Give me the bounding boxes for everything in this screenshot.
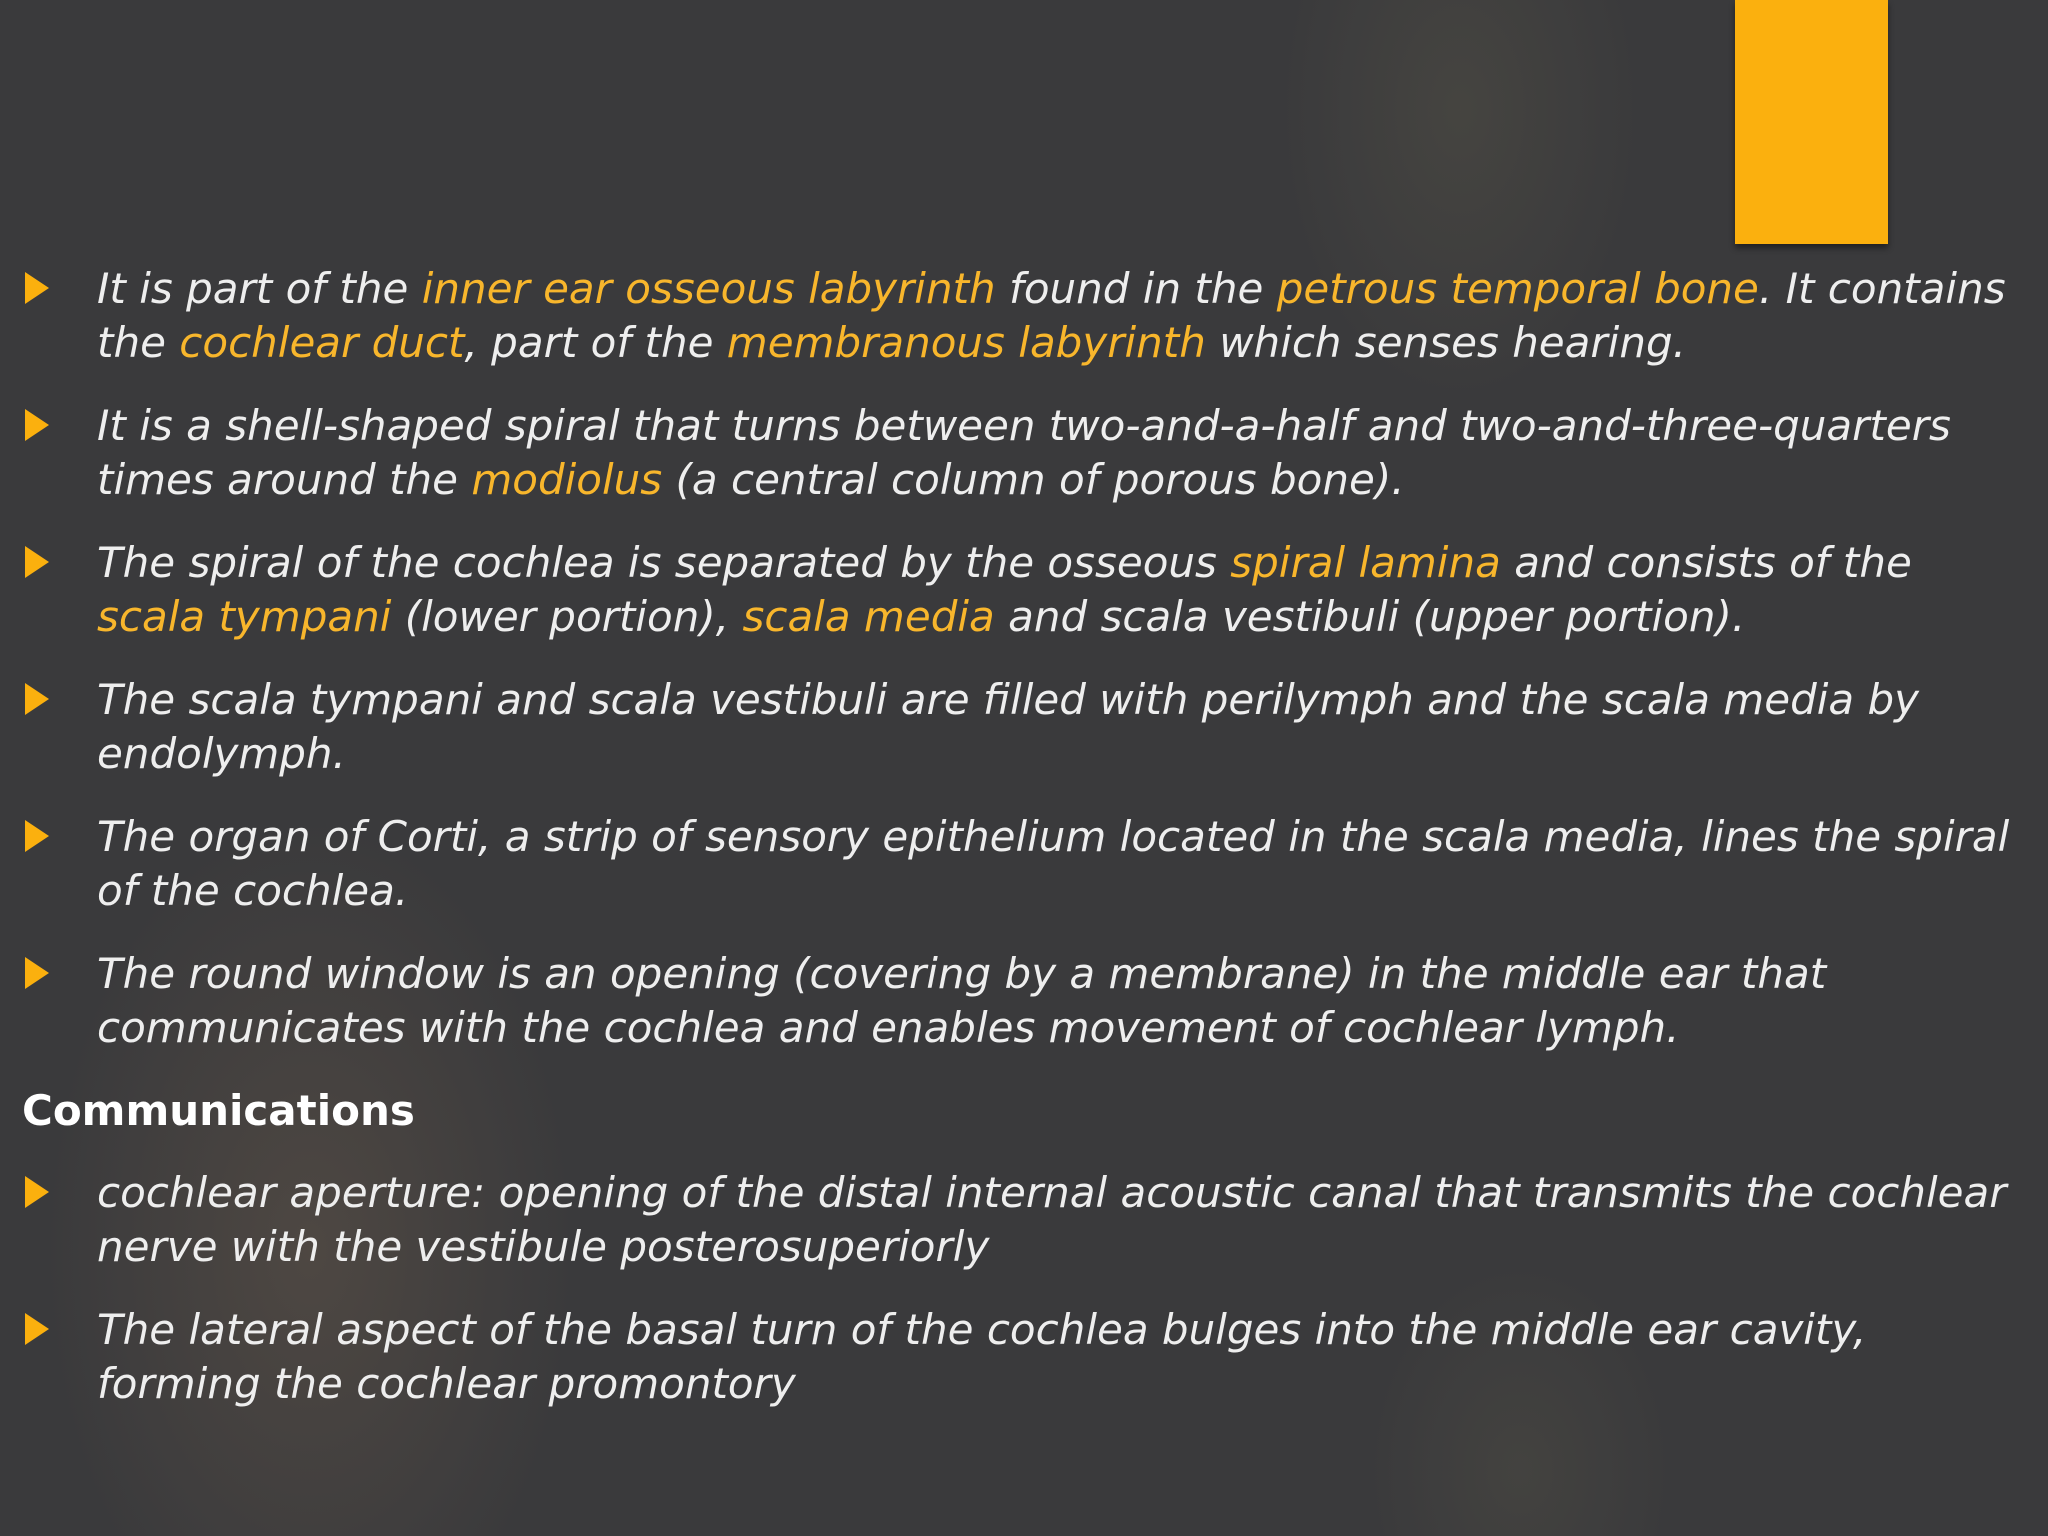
bullet-text: The round window is an opening (covering by a membrane) in the middle ear that communicates with the cochlea and enables movement of cochlear lymph. [97,949,1827,1052]
bullet-text: , part of the [464,318,727,367]
triangle-bullet-icon [25,683,49,715]
bullet-item [22,1166,2032,1274]
highlight-term: membranous labyrinth [726,318,1206,367]
bullet-item [22,810,2032,918]
bullet-text: which senses hearing. [1205,318,1686,367]
triangle-bullet-icon [25,1313,49,1345]
bullet-text: (lower portion), [391,592,743,641]
triangle-bullet-icon [25,820,49,852]
bullet-text: The lateral aspect of the basal turn of the cochlea bulges into the middle ear cavity, forming the cochlear promontory [97,1305,1867,1408]
bullet-text: The organ of Corti, a strip of sensory epithelium located in the scala media, lines the spiral of the cochlea. [97,812,2010,915]
bullet-item [22,1303,2032,1411]
bullet-text: The spiral of the cochlea is separated by the osseous [97,538,1231,587]
accent-bar [1735,0,1888,244]
triangle-bullet-icon [25,409,49,441]
section-heading: Communications [22,1086,415,1135]
bullet-item [22,673,2032,781]
bullet-text: and scala vestibuli (upper portion). [994,592,1746,641]
bullet-text: . It contains the [97,264,2006,367]
bullet-item [22,947,2032,1055]
bullet-item [22,399,2032,507]
highlight-term: scala media [742,592,995,641]
bullet-item [22,262,2032,370]
highlight-term: spiral lamina [1230,538,1501,587]
slide-content [22,262,2032,1440]
bullet-text: It is a shell-shaped spiral that turns between two-and-a-half and two-and-three-quarters times around the [97,401,1951,504]
bullet-text: The scala tympani and scala vestibuli are filled with perilymph and the scala media by endolymph. [97,675,1919,778]
highlight-term: petrous temporal bone [1276,264,1759,313]
bullet-item [22,536,2032,644]
highlight-term: scala tympani [97,592,392,641]
triangle-bullet-icon [25,1176,49,1208]
triangle-bullet-icon [25,272,49,304]
bullet-text: (a central column of porous bone). [662,455,1405,504]
bullet-text: cochlear aperture: opening of the distal internal acoustic canal that transmits the cochlear nerve with the vestibule posterosuperiorly [97,1168,2007,1271]
triangle-bullet-icon [25,957,49,989]
triangle-bullet-icon [25,546,49,578]
bullet-text: It is part of the [97,264,422,313]
highlight-term: inner ear osseous labyrinth [421,264,996,313]
bullet-text: found in the [995,264,1277,313]
highlight-term: modiolus [471,455,663,504]
bullet-text: and consists of the [1500,538,1912,587]
highlight-term: cochlear duct [179,318,465,367]
